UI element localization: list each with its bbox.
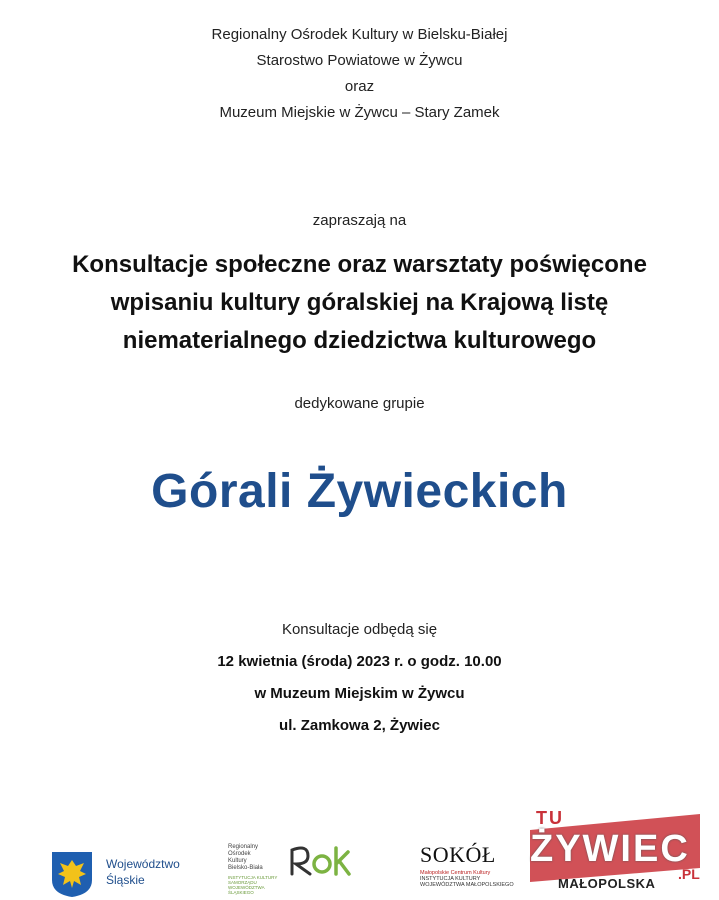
event-details bbox=[0, 614, 719, 742]
rok-line: Bielsko-Biała bbox=[228, 865, 263, 871]
watermark-pl: .PL bbox=[678, 866, 700, 882]
sokol-sub-line: WOJEWÓDZTWA MAŁOPOLSKIEGO bbox=[420, 882, 514, 888]
title-line: wpisaniu kultury góralskiej na Krajową listę bbox=[110, 289, 609, 316]
sokol-sub-line: Małopolskie Centrum Kultury bbox=[420, 870, 491, 876]
sokol-logo bbox=[420, 842, 530, 892]
slaskie-line: Śląskie bbox=[106, 873, 145, 887]
rok-sub bbox=[228, 875, 284, 895]
malopolska-name: MAŁOPOLSKA bbox=[558, 876, 656, 891]
rok-logo bbox=[228, 840, 348, 900]
watermark-tu: TU bbox=[536, 808, 564, 828]
rok-sub-line: INSTYTUCJA KULTURY bbox=[228, 875, 278, 880]
rok-sub-line: WOJEWÓDZTWA ŚLĄSKIEGO bbox=[228, 885, 265, 895]
eagle-shield-icon bbox=[50, 850, 94, 898]
dedicated-text: dedykowane grupie bbox=[294, 395, 425, 412]
details-place: w Muzeum Miejskim w Żywcu bbox=[254, 685, 465, 702]
details-intro: Konsultacje odbędą się bbox=[281, 621, 438, 638]
rok-line: Regionalny bbox=[228, 844, 259, 850]
organizer-line: Muzeum Miejskie w Żywcu – Stary Zamek bbox=[219, 104, 500, 121]
rok-line: Ośrodek bbox=[228, 851, 251, 857]
slaskie-logo bbox=[50, 848, 210, 898]
organizers-block bbox=[0, 22, 719, 126]
title-line: niematerialnego dziedzictwa kulturowego bbox=[122, 327, 597, 354]
title-line: Konsultacje społeczne oraz warsztaty poświęcone bbox=[72, 251, 647, 278]
details-date: 12 kwietnia (środa) 2023 r. o godz. 10.00 bbox=[217, 653, 502, 670]
sokol-sub-line: INSTYTUCJA KULTURY bbox=[420, 876, 481, 882]
rok-sub-line: SAMORZĄDU bbox=[228, 880, 257, 885]
rok-mark-icon bbox=[286, 840, 352, 880]
sokol-name: SOKÓŁ bbox=[420, 842, 496, 867]
event-title bbox=[0, 246, 719, 360]
invite-text: zapraszają na bbox=[312, 212, 407, 229]
organizer-line: Starostwo Powiatowe w Żywcu bbox=[256, 52, 463, 69]
group-name: Górali Żywieckich bbox=[151, 465, 568, 518]
rok-caption bbox=[228, 844, 284, 895]
details-address: ul. Zamkowa 2, Żywiec bbox=[279, 717, 440, 734]
sokol-caption bbox=[420, 870, 530, 888]
organizer-line: oraz bbox=[344, 78, 375, 95]
slaskie-line: Województwo bbox=[106, 857, 180, 871]
rok-line: Kultury bbox=[228, 858, 247, 864]
organizer-line: Regionalny Ośrodek Kultury w Bielsku-Białej bbox=[211, 26, 508, 43]
slaskie-name bbox=[106, 856, 180, 888]
watermark-logo bbox=[530, 808, 719, 900]
watermark-zywiec: ŻYWIEC bbox=[530, 828, 690, 870]
